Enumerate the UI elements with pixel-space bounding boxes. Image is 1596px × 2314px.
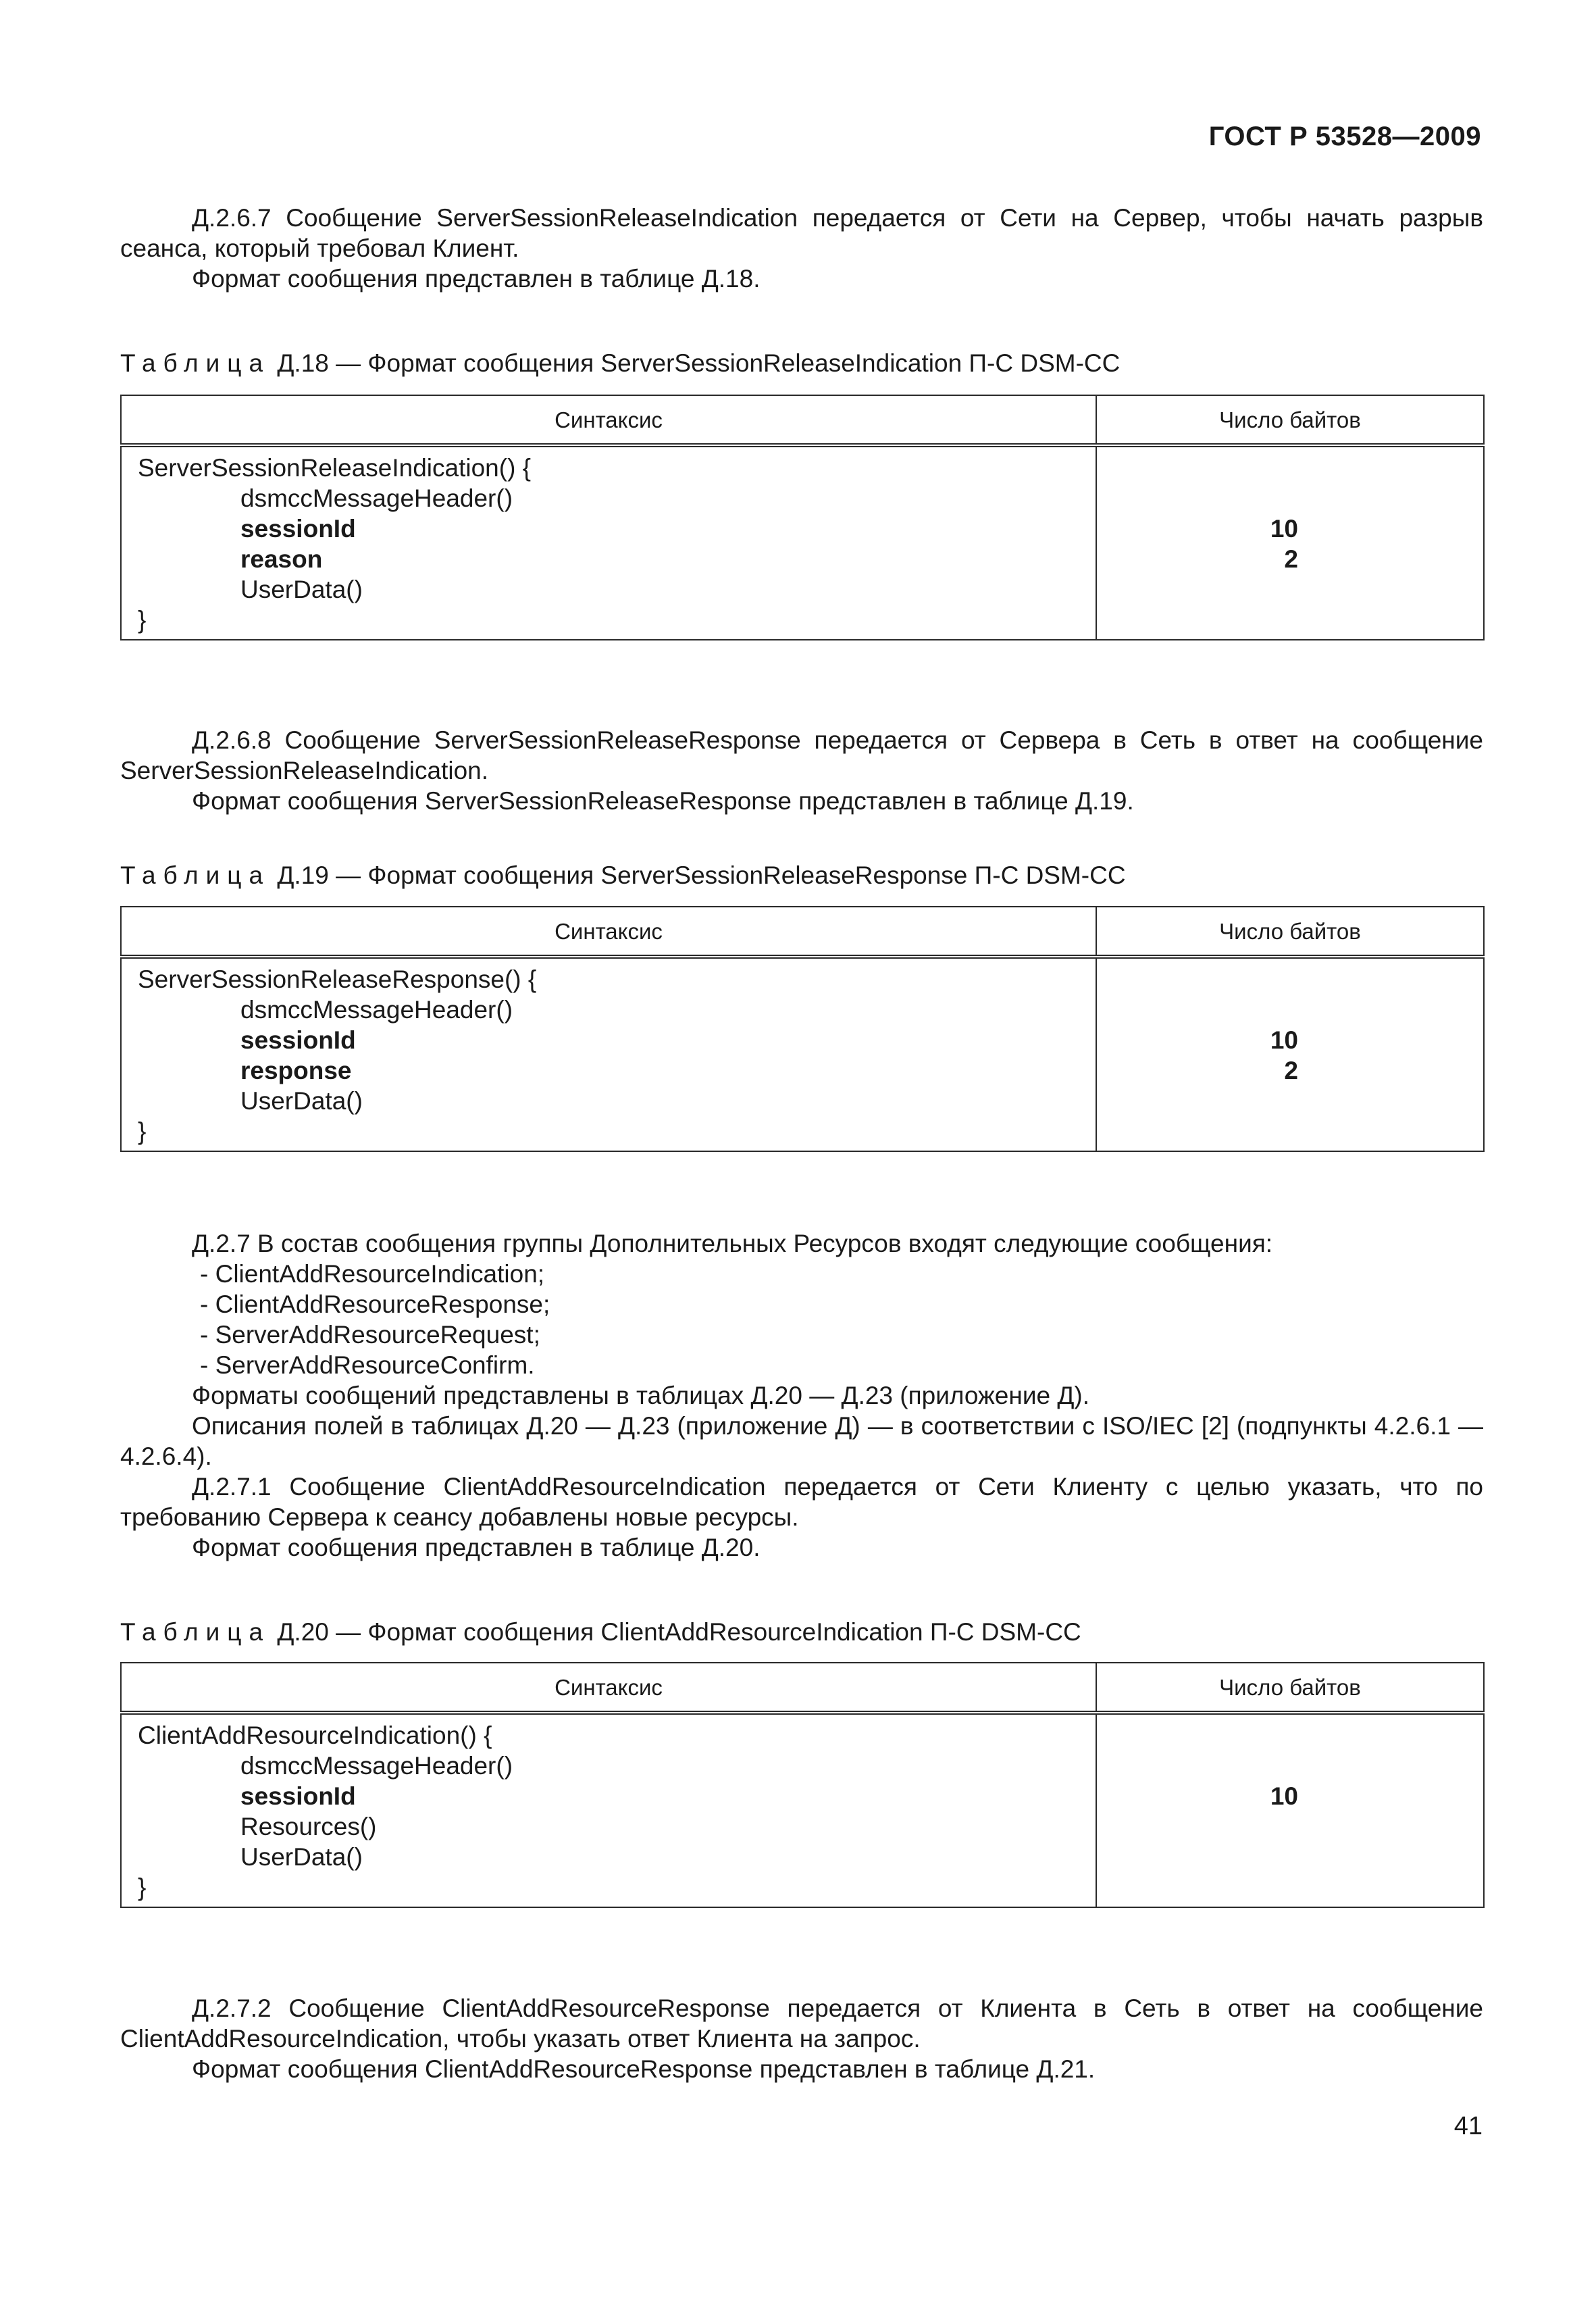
syntax-line: }	[138, 606, 147, 634]
bytes-value	[1097, 574, 1483, 605]
paragraph-format-d18: Формат сообщения представлен в таблице Д.18.	[192, 265, 761, 293]
bytes-value	[1097, 483, 1483, 513]
syntax-line: sessionId	[240, 515, 356, 543]
column-header-bytes: Число байтов	[1096, 907, 1484, 957]
message-list	[200, 1259, 550, 1380]
paragraph-d2271: Д.2.7.1 Сообщение ClientAddResourceIndication передается от Сети Клиенту с целью указать, что по требованию Сервера к сеансу добавлены новые ресурсы.	[120, 1473, 1483, 1531]
bytes-cell	[1096, 957, 1484, 1151]
bytes-value	[1097, 1116, 1483, 1147]
paragraph-format-d21: Формат сообщения ClientAddResourceResponse представлен в таблице Д.21.	[192, 2055, 1096, 2083]
syntax-line: ServerSessionReleaseIndication() {	[138, 454, 532, 482]
column-header-syntax: Синтаксис	[121, 1663, 1096, 1713]
syntax-line: ServerSessionReleaseResponse() {	[138, 965, 537, 993]
paragraph-format-d20: Формат сообщения представлен в таблице Д.20.	[192, 1534, 761, 1561]
syntax-line: UserData()	[240, 1843, 363, 1871]
bytes-value	[1097, 605, 1483, 635]
bytes-value	[1097, 453, 1483, 483]
syntax-cell	[121, 1713, 1096, 1907]
paragraph-d268: Д.2.6.8 Сообщение ServerSessionReleaseResponse передается от Сервера в Сеть в ответ на сообщение ServerSessionReleaseIndication.	[120, 726, 1483, 784]
syntax-line: UserData()	[240, 576, 363, 603]
standard-header: ГОСТ Р 53528—2009	[1208, 122, 1481, 151]
syntax-line: dsmccMessageHeader()	[240, 1752, 513, 1780]
table-row	[121, 957, 1484, 1151]
bytes-cell	[1096, 1713, 1484, 1907]
syntax-line: dsmccMessageHeader()	[240, 484, 513, 512]
page-number: 41	[1453, 2112, 1483, 2140]
syntax-line: }	[138, 1117, 147, 1145]
syntax-line: }	[138, 1873, 147, 1901]
bytes-value: 10	[1270, 515, 1298, 543]
column-header-syntax: Синтаксис	[121, 395, 1096, 445]
table-d20	[120, 1662, 1485, 1908]
bytes-value	[1097, 1842, 1483, 1872]
syntax-cell	[121, 445, 1096, 640]
list-item: - ClientAddResourceResponse;	[200, 1290, 550, 1318]
bytes-value: 2	[1284, 1057, 1298, 1084]
syntax-cell	[121, 957, 1096, 1151]
bytes-value	[1097, 1751, 1483, 1781]
bytes-value: 10	[1270, 1782, 1298, 1810]
table-row	[121, 445, 1484, 640]
caption-text: Д.18 — Формат сообщения ServerSessionReleaseIndication П-С DSM-CC	[277, 349, 1121, 377]
paragraph-formats: Форматы сообщений представлены в таблицах Д.20 — Д.23 (приложение Д).	[192, 1382, 1090, 1409]
caption-text: Д.20 — Формат сообщения ClientAddResourceIndication П-С DSM-CC	[277, 1618, 1081, 1646]
paragraph-descriptions: Описания полей в таблицах Д.20 — Д.23 (приложение Д) — в соответствии с ISO/IEC [2] (подпункты 4.2.6.1 — 4.2.6.4).	[120, 1412, 1483, 1470]
syntax-line: sessionId	[240, 1782, 356, 1810]
bytes-cell	[1096, 445, 1484, 640]
column-header-bytes: Число байтов	[1096, 1663, 1484, 1713]
table-d18	[120, 395, 1485, 640]
list-item: - ServerAddResourceRequest;	[200, 1321, 540, 1349]
table-header-row	[121, 1663, 1484, 1713]
table-caption-d20	[120, 1617, 1483, 1647]
syntax-line: dsmccMessageHeader()	[240, 996, 513, 1024]
table-d19	[120, 906, 1485, 1152]
bytes-value	[1097, 1086, 1483, 1116]
syntax-line: sessionId	[240, 1026, 356, 1054]
table-caption-d18	[120, 348, 1483, 378]
syntax-line: response	[240, 1057, 352, 1084]
column-header-bytes: Число байтов	[1096, 395, 1484, 445]
caption-label: Таблица	[120, 1618, 271, 1646]
bytes-value	[1097, 1720, 1483, 1751]
bytes-value	[1097, 1811, 1483, 1842]
caption-text: Д.19 — Формат сообщения ServerSessionReleaseResponse П-С DSM-CC	[277, 861, 1126, 889]
bytes-value: 10	[1270, 1026, 1298, 1054]
paragraph-format-d19: Формат сообщения ServerSessionReleaseResponse представлен в таблице Д.19.	[192, 787, 1134, 815]
paragraph-d27-intro: Д.2.7 В состав сообщения группы Дополнительных Ресурсов входят следующие сообщения:	[192, 1230, 1273, 1257]
list-item: - ClientAddResourceIndication;	[200, 1260, 545, 1288]
table-header-row	[121, 907, 1484, 957]
paragraph-d267: Д.2.6.7 Сообщение ServerSessionReleaseIndication передается от Сети на Сервер, чтобы начать разрыв сеанса, который требовал Клиент.	[120, 204, 1483, 262]
table-caption-d19	[120, 860, 1483, 890]
bytes-value: 2	[1284, 545, 1298, 573]
caption-label: Таблица	[120, 349, 271, 377]
syntax-line: ClientAddResourceIndication() {	[138, 1721, 492, 1749]
syntax-line: UserData()	[240, 1087, 363, 1115]
syntax-line: reason	[240, 545, 323, 573]
bytes-value	[1097, 1872, 1483, 1903]
paragraph-d2272: Д.2.7.2 Сообщение ClientAddResourceResponse передается от Клиента в Сеть в ответ на сообщение ClientAddResourceIndication, чтобы указать ответ Клиента на запрос.	[120, 1994, 1483, 2053]
caption-label: Таблица	[120, 861, 271, 889]
syntax-line: Resources()	[240, 1813, 377, 1840]
column-header-syntax: Синтаксис	[121, 907, 1096, 957]
bytes-value	[1097, 964, 1483, 995]
table-row	[121, 1713, 1484, 1907]
table-header-row	[121, 395, 1484, 445]
list-item: - ServerAddResourceConfirm.	[200, 1351, 535, 1379]
bytes-value	[1097, 995, 1483, 1025]
